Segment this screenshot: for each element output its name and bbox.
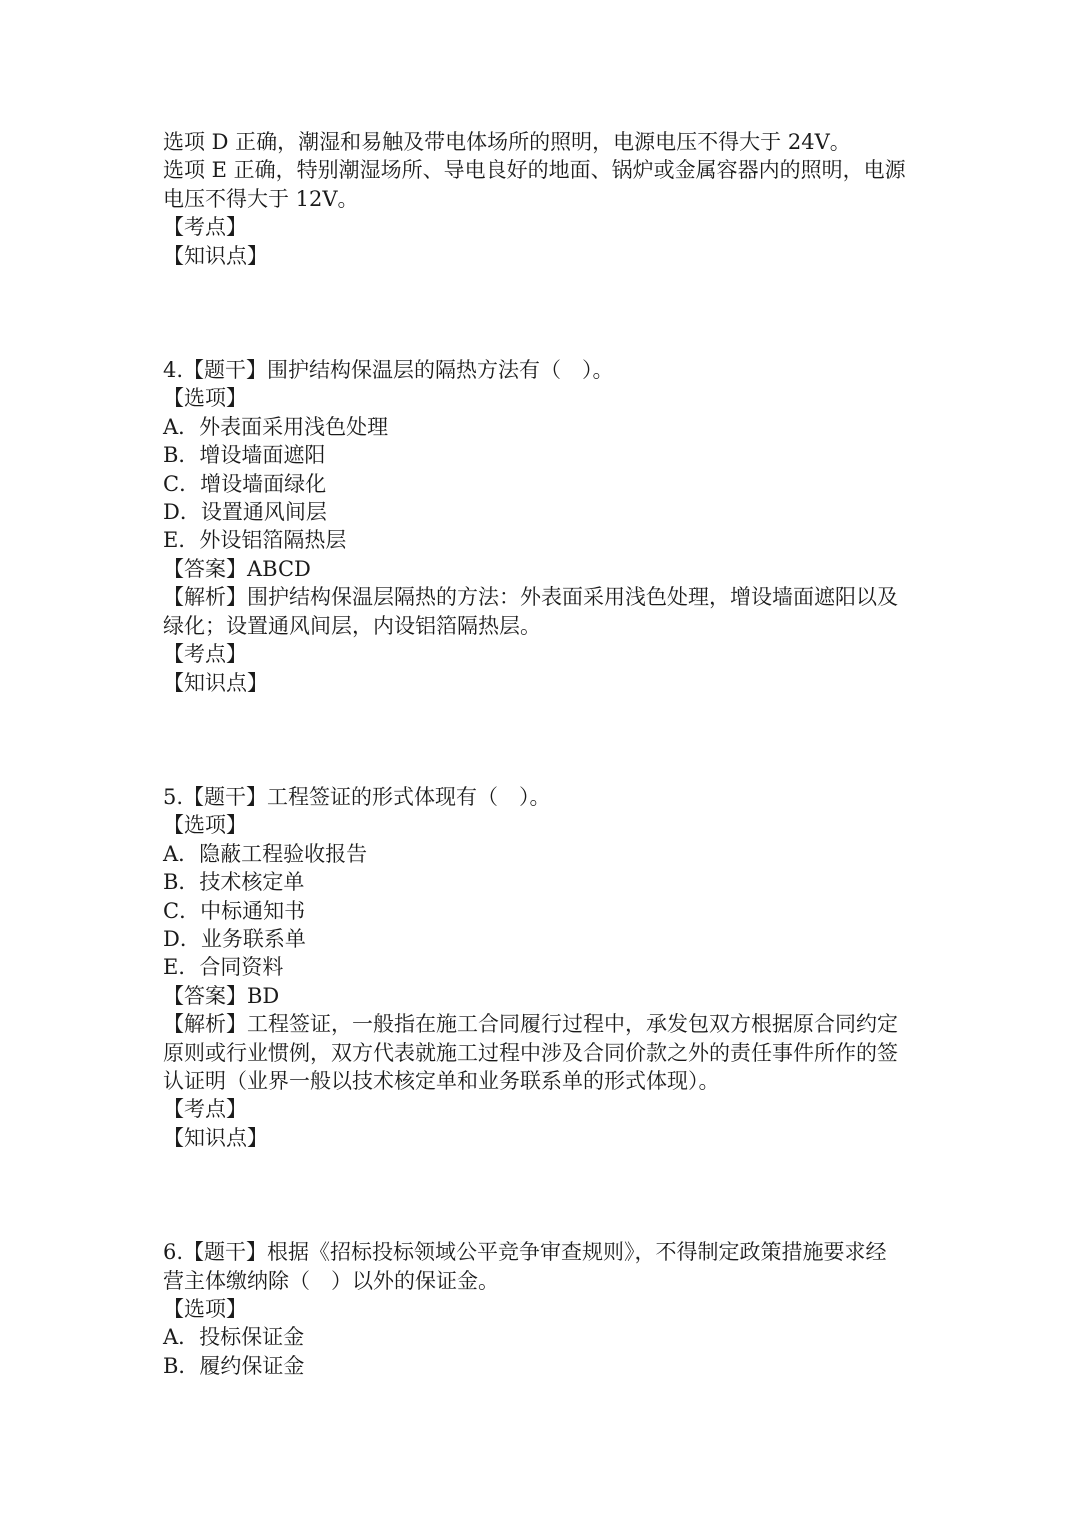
- analysis-line: 【解析】围护结构保温层隔热的方法：外表面采用浅色处理，增设墙面遮阳以及: [163, 585, 898, 610]
- question-5: [163, 783, 923, 1152]
- question-stem: 5.【题干】工程签证的形式体现有（ ）。: [163, 784, 551, 809]
- option-d: D．业务联系单: [163, 926, 306, 951]
- option-b: B．履约保证金: [163, 1353, 305, 1378]
- options-label: 【选项】: [163, 386, 247, 411]
- explanation-line: 电压不得大于 12V。: [163, 186, 359, 211]
- analysis-line: 【解析】工程签证，一般指在施工合同履行过程中，承发包双方根据原合同约定: [163, 1012, 898, 1037]
- question-6: [163, 1238, 923, 1380]
- spacer: [163, 1152, 923, 1238]
- spacer: [163, 697, 923, 783]
- analysis-line: 原则或行业惯例，双方代表就施工过程中涉及合同价款之外的责任事件所作的签: [163, 1040, 898, 1065]
- answer: 【答案】ABCD: [163, 556, 311, 581]
- spacer: [163, 270, 923, 356]
- prev-question-tail: [163, 128, 923, 270]
- question-stem: 4.【题干】围护结构保温层的隔热方法有（ ）。: [163, 358, 614, 383]
- option-c: C．中标通知书: [163, 898, 306, 923]
- zhishidian-label: 【知识点】: [163, 670, 268, 695]
- option-e: E．外设铝箔隔热层: [163, 528, 347, 553]
- question-stem: 营主体缴纳除（ ）以外的保证金。: [163, 1268, 499, 1293]
- explanation-line: 选项 E 正确，特别潮湿场所、导电良好的地面、锅炉或金属容器内的照明，电源: [163, 158, 906, 183]
- kaodian-label: 【考点】: [163, 1097, 247, 1122]
- zhishidian-label: 【知识点】: [163, 243, 268, 268]
- option-a: A．投标保证金: [163, 1325, 305, 1350]
- zhishidian-label: 【知识点】: [163, 1125, 268, 1150]
- question-4: [163, 356, 923, 697]
- options-label: 【选项】: [163, 1297, 247, 1321]
- answer: 【答案】BD: [163, 983, 280, 1008]
- analysis-line: 认证明（业界一般以技术核定单和业务联系单的形式体现）。: [163, 1068, 720, 1093]
- option-b: B．增设墙面遮阳: [163, 443, 326, 468]
- analysis-line: 绿化；设置通风间层，内设铝箔隔热层。: [163, 613, 541, 638]
- question-stem: 6.【题干】根据《招标投标领域公平竞争审查规则》，不得制定政策措施要求经: [163, 1240, 887, 1265]
- option-b: B．技术核定单: [163, 870, 305, 895]
- explanation-line: 选项 D 正确，潮湿和易触及带电体场所的照明，电源电压不得大于 24V。: [163, 130, 851, 154]
- option-a: A．外表面采用浅色处理: [163, 414, 389, 439]
- options-label: 【选项】: [163, 813, 247, 838]
- kaodian-label: 【考点】: [163, 642, 247, 667]
- option-a: A．隐蔽工程验收报告: [163, 841, 368, 866]
- document-page: [163, 128, 923, 1380]
- option-c: C．增设墙面绿化: [163, 471, 327, 496]
- option-d: D．设置通风间层: [163, 500, 327, 525]
- kaodian-label: 【考点】: [163, 215, 247, 240]
- option-e: E．合同资料: [163, 955, 284, 980]
